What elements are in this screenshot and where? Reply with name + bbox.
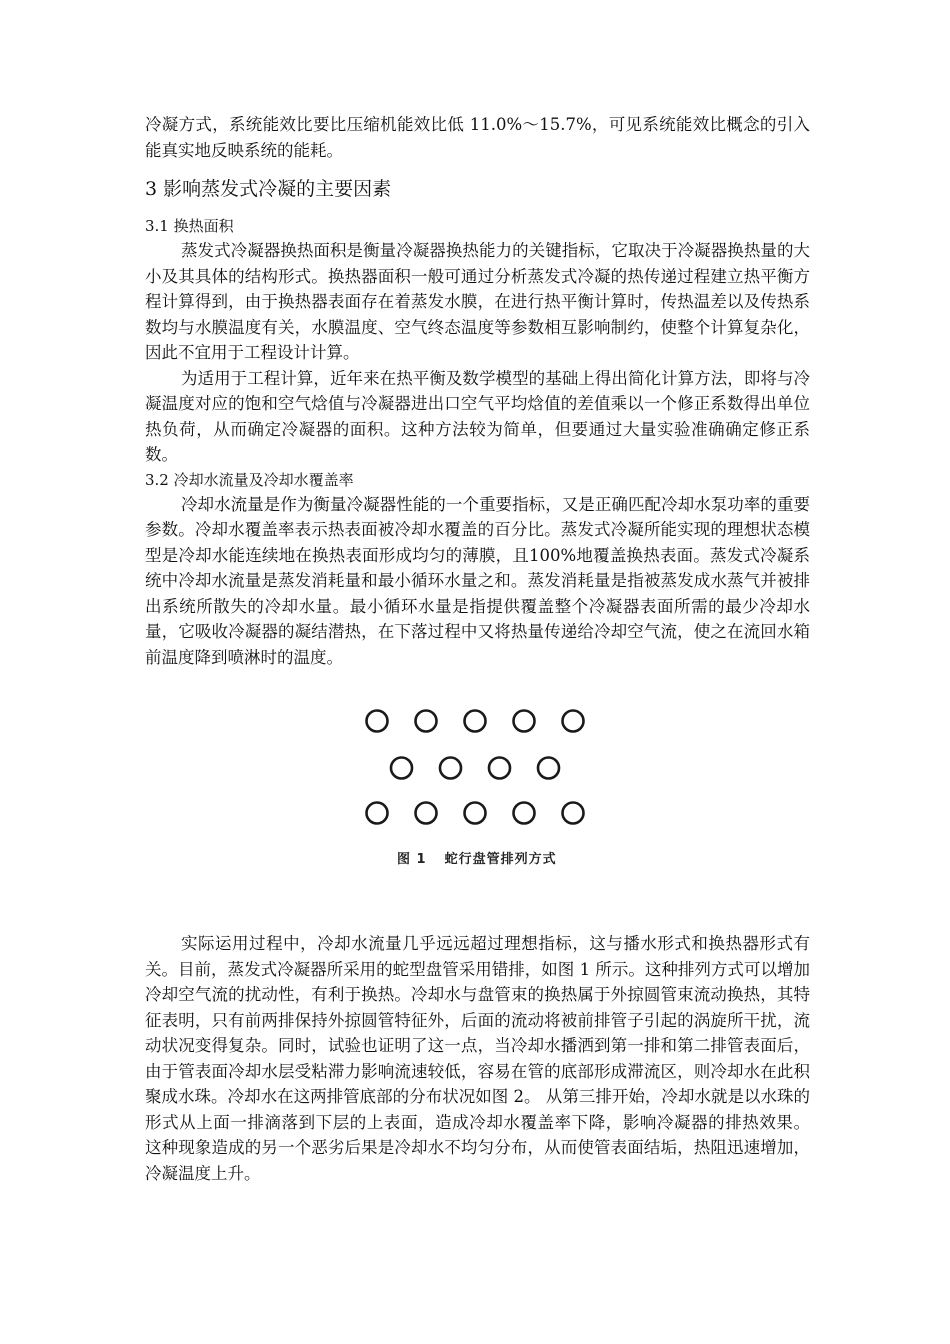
figure-caption-text: 蛇行盘管排列方式 (444, 852, 557, 867)
tube-circle (416, 803, 437, 824)
tube-arrangement-diagram (145, 698, 810, 848)
figure-caption-number: 图 1 (397, 852, 427, 867)
tube-circle (465, 711, 486, 732)
tube-circle (367, 803, 388, 824)
tube-circle (563, 803, 584, 824)
paragraph-cooling-water-1: 冷却水流量是作为衡量冷凝器性能的一个重要指标，又是正确匹配冷却水泵功率的重要参数。冷却水覆盖率表示热表面被冷却水覆盖的百分比。蒸发式冷凝所能实现的理想状态模型是冷却水能连续地在换热表面形成均匀的薄膜，且100%地覆盖换热表面。蒸发式冷凝系统中冷却水流量是蒸发消耗量和最小循环水量之和。蒸发消耗量是指被蒸发成水蒸气并被排出系统所散失的冷却水量。最小循环水量是指提供覆盖整个冷凝器表面所需的最少冷却水量，它吸收冷凝器的凝结潜热，在下落过程中又将热量传递给冷却空气流，使之在流回水箱前温度降到喷淋时的温度。 (145, 494, 810, 667)
paragraph-cooling-water-2: 实际运用过程中，冷却水流量几乎远远超过理想指标，这与播水形式和换热器形式有关。目前，蒸发式冷凝器所采用的蛇型盘管采用错排，如图 1 所示。这种排列方式可以增加冷却空气流的扰动性，有利于换热。冷却水与盘管束的换热属于外掠圆管束流动换热，其特征表明，只有前两排保持外掠圆管特征外，后面的流动将被前排管子引起的涡旋所干扰，流动状况变得复杂。同时，试验也证明了这一点，当冷却水播洒到第一排和第二排管表面后，由于管表面冷却水层受粘滞力影响流速较低，容易在管的底部形成滞流区，则冷却水在此积聚成水珠。冷却水在这两排管底部的分布状况如图 2。 从第三排开始，冷却水就是以水珠的形式从上面一排滴落到下层的上表面，造成冷却水覆盖率下降，影响冷凝器的排热效果。 这种现象造成的另一个恶劣后果是冷却水不均匀分布，从而使管表面结垢，热阻迅速增加，冷凝温度上升。 (145, 934, 810, 1183)
paragraph-intro: 冷凝方式，系统能效比要比压缩机能效比低 11.0%～15.7%，可见系统能效比概念的引入能真实地反映系统的能耗。 (145, 115, 810, 160)
document-page (145, 112, 810, 1186)
tube-circle (416, 711, 437, 732)
paragraph-heat-area-1: 蒸发式冷凝器换热面积是衡量冷凝器换热能力的关键指标，它取决于冷凝器换热量的大小及其具体的结构形式。换热器面积一般可通过分析蒸发式冷凝的热传递过程建立热平衡方程计算得到，由于换热器表面存在着蒸发水膜，在进行热平衡计算时，传热温差以及传热系数均与水膜温度有关，水膜温度、空气终态温度等参数相互影响制约，使整个计算复杂化，因此不宜用于工程设计计算。 (145, 241, 810, 362)
tube-circle (440, 758, 461, 779)
tube-circle (391, 758, 412, 779)
figure-caption (397, 848, 557, 867)
tube-circle (489, 758, 510, 779)
subsection-title-3-1: 3.1 换热面积 (145, 217, 234, 235)
tube-circle (538, 758, 559, 779)
tube-circle (514, 803, 535, 824)
section-title: 3 影响蒸发式冷凝的主要因素 (145, 178, 392, 200)
tube-circle (465, 803, 486, 824)
tube-circle (563, 711, 584, 732)
subsection-title-3-2: 3.2 冷却水流量及冷却水覆盖率 (145, 470, 354, 489)
paragraph-heat-area-2: 为适用于工程计算，近年来在热平衡及数学模型的基础上得出简化计算方法，即将与冷凝温度对应的饱和空气焓值与冷凝器进出口空气平均焓值的差值乘以一个修正系数得出单位热负荷，从而确定冷凝器的面积。这种方法较为简单，但要通过大量实验准确确定修正系数。 (145, 368, 810, 464)
tube-circle (367, 711, 388, 732)
tube-circle (514, 711, 535, 732)
figure-1 (145, 698, 810, 903)
